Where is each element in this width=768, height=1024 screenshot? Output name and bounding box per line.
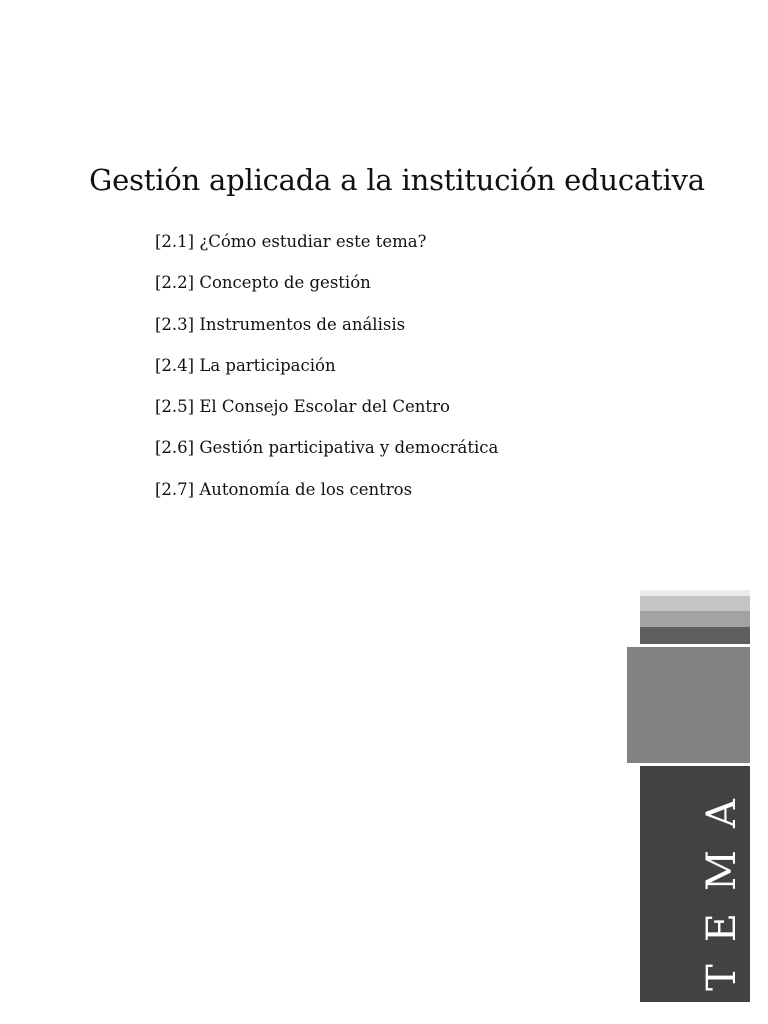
tema-label: TEMA [699, 777, 745, 991]
decorative-gray-block [627, 647, 750, 763]
toc-item-2-5: [2.5] El Consejo Escolar del Centro [155, 397, 450, 417]
toc-item-2-7: [2.7] Autonomía de los centros [155, 479, 413, 499]
decorative-stripe-2 [640, 596, 750, 611]
table-of-contents [155, 228, 498, 517]
toc-item-2-4: [2.4] La participación [155, 355, 336, 375]
toc-item-2-3: [2.3] Instrumentos de análisis [155, 314, 406, 334]
decorative-stripe-3 [640, 611, 750, 627]
decorative-stripe-4 [640, 627, 750, 644]
toc-item-2-1: [2.1] ¿Cómo estudiar este tema? [155, 232, 427, 251]
toc-item-2-6: [2.6] Gestión participativa y democrática [155, 438, 499, 458]
page-title: Gestión aplicada a la institución educativa [89, 163, 705, 197]
toc-item-2-2: [2.2] Concepto de gestión [155, 273, 371, 293]
